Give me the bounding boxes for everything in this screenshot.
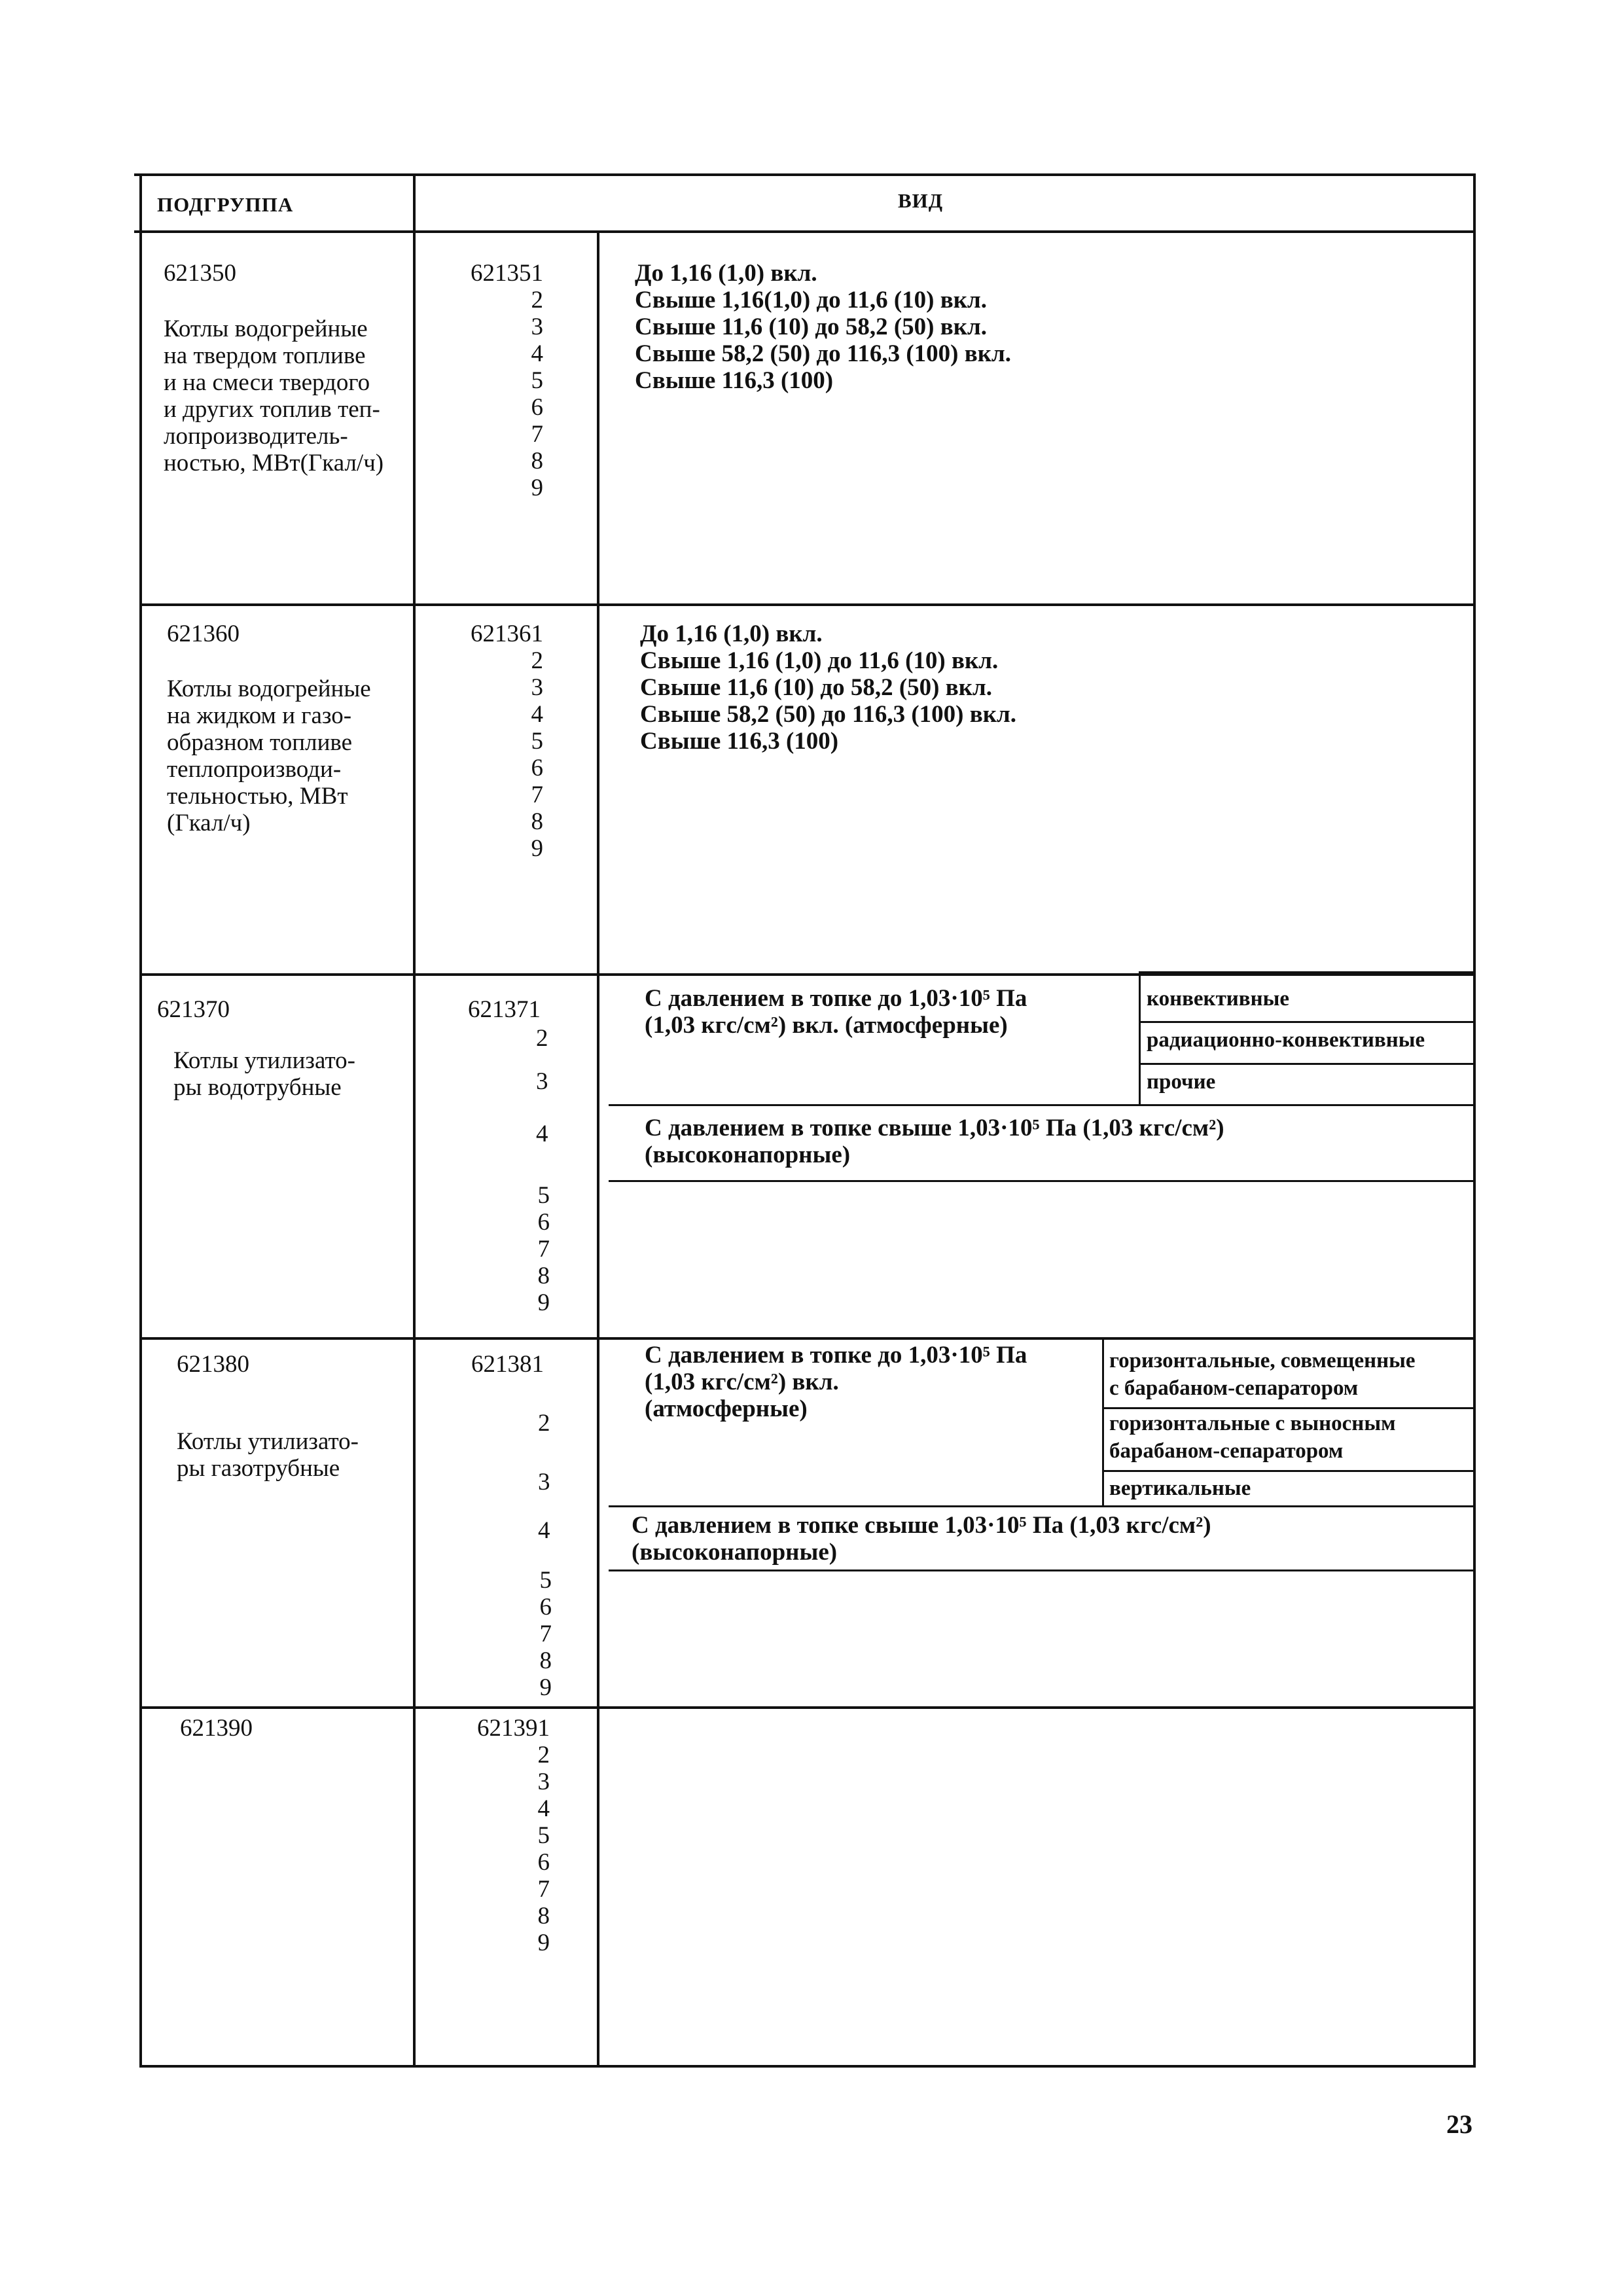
group-code: 621350 <box>164 260 236 287</box>
kind-high-pressure: С давлением в топке свыше 1,03·10⁵ Па (1,03 кгс/см²) (высоконапорные) <box>632 1512 1211 1566</box>
kind-digit: 3 <box>538 1469 550 1496</box>
group-title: Котлы водогрейные на жидком и газо- образном топливе теплопроизводи- тельностью, МВт (Гкал/ч) <box>167 675 371 836</box>
table-right-border <box>1473 173 1476 2068</box>
kind-digit: 2 <box>538 1410 550 1437</box>
kind-codes: 621361 2 3 4 5 6 7 8 9 <box>471 620 543 862</box>
kind-code: 621381 <box>471 1351 544 1378</box>
inner-line <box>1141 971 1476 973</box>
header-bottom-border <box>134 230 1476 233</box>
header-kind: ВИД <box>898 189 944 212</box>
kind-code: 621371 <box>468 996 541 1023</box>
kind-codes: 5 6 7 8 9 <box>537 1182 550 1316</box>
group-separator-3 <box>139 1337 1476 1340</box>
sub-kind: радиационно-конвективные <box>1147 1028 1425 1052</box>
group-title: Котлы утилизато- ры газотрубные <box>177 1428 359 1482</box>
group-code: 621380 <box>177 1351 249 1378</box>
inner-divider <box>1102 1337 1104 1507</box>
sub-kind: горизонтальные, совмещенные с барабаном-сепаратором <box>1109 1349 1416 1400</box>
sub-kind: прочие <box>1147 1070 1216 1094</box>
inner-line <box>609 1570 1476 1571</box>
table-bottom-border <box>139 2065 1476 2068</box>
kind-codes: 621391 2 3 4 5 6 7 8 9 <box>477 1715 550 1956</box>
sub-kind: горизонтальные с выносным барабаном-сепаратором <box>1109 1412 1396 1463</box>
inner-line <box>609 1104 1476 1106</box>
subgroup-column-divider <box>413 173 416 2068</box>
group-code: 621360 <box>167 620 240 647</box>
inner-line <box>609 1180 1476 1182</box>
inner-line <box>1104 1470 1476 1472</box>
table-left-border <box>139 173 142 2068</box>
group-separator-2 <box>139 973 1476 976</box>
kind-list: До 1,16 (1,0) вкл. Свыше 1,16 (1,0) до 11,6 (10) вкл. Свыше 11,6 (10) до 58,2 (50) вкл. Свыше 58,2 (50) до 116,3 (100) вкл. Свыше 116,3 (100) <box>640 620 1017 755</box>
kind-atmospheric: С давлением в топке до 1,03·10⁵ Па (1,03 кгс/см²) вкл. (атмосферные) <box>645 1342 1027 1422</box>
kind-codes: 5 6 7 8 9 <box>539 1567 552 1701</box>
inner-divider <box>1139 971 1141 1106</box>
code-column-divider <box>597 230 599 2068</box>
group-code: 621390 <box>180 1715 253 1742</box>
inner-line <box>1141 1021 1476 1023</box>
group-separator-1 <box>139 603 1476 606</box>
kind-atmospheric: С давлением в топке до 1,03·10⁵ Па (1,03 кгс/см²) вкл. (атмосферные) <box>645 985 1027 1039</box>
group-separator-4 <box>139 1706 1476 1709</box>
inner-line <box>1141 1063 1476 1065</box>
group-title: Котлы водогрейные на твердом топливе и на смеси твердого и других топлив теп- лопроизводитель- ностью, МВт(Гкал/ч) <box>164 315 384 476</box>
sub-kind: конвективные <box>1147 987 1290 1011</box>
kind-codes: 621351 2 3 4 5 6 7 8 9 <box>471 260 543 501</box>
kind-list: До 1,16 (1,0) вкл. Свыше 1,16(1,0) до 11,6 (10) вкл. Свыше 11,6 (10) до 58,2 (50) вкл. Свыше 58,2 (50) до 116,3 (100) вкл. Свыше 116,3 (100) <box>635 260 1012 394</box>
group-code: 621370 <box>157 996 230 1023</box>
sub-kind: вертикальные <box>1109 1477 1251 1500</box>
kind-digit: 3 <box>536 1068 548 1095</box>
kind-digit: 4 <box>538 1517 550 1544</box>
kind-digit: 4 <box>536 1121 548 1147</box>
kind-high-pressure: С давлением в топке свыше 1,03·10⁵ Па (1,03 кгс/см²) (высоконапорные) <box>645 1115 1224 1168</box>
group-title: Котлы утилизато- ры водотрубные <box>173 1047 355 1101</box>
page-number: 23 <box>1446 2109 1472 2139</box>
inner-line <box>1104 1407 1476 1409</box>
kind-digit: 2 <box>536 1025 548 1052</box>
header-subgroup: ПОДГРУППА <box>157 193 294 216</box>
table-top-border <box>134 173 1476 176</box>
inner-line <box>609 1505 1476 1507</box>
